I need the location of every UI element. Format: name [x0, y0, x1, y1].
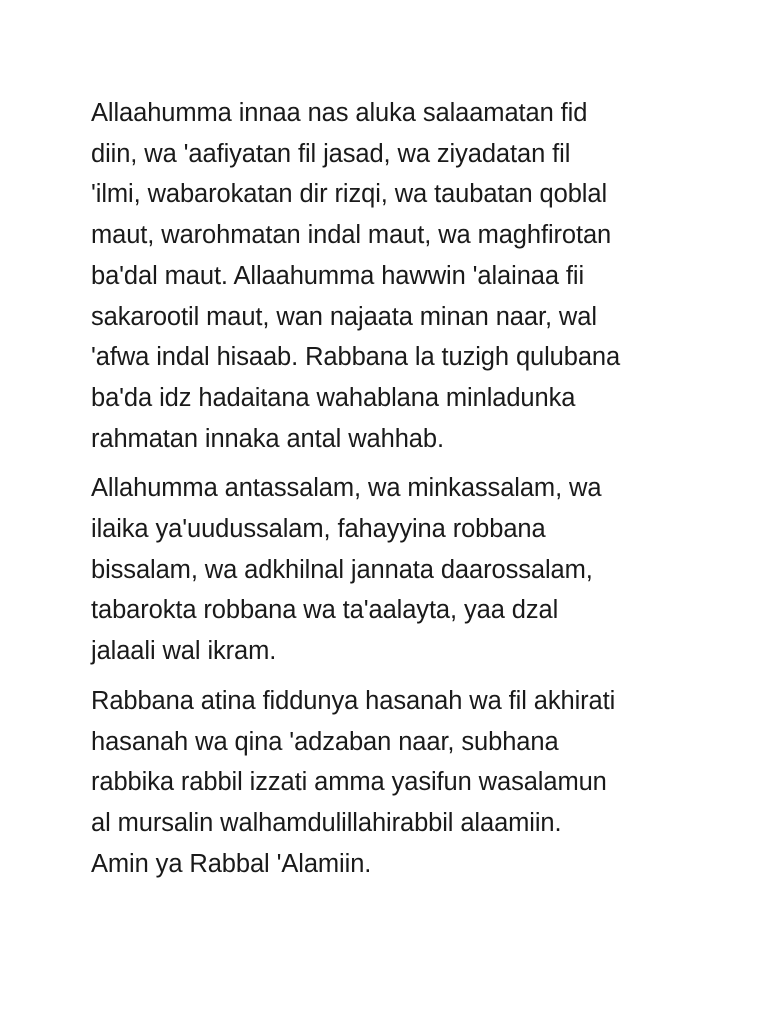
text-line: hasanah wa qina 'adzaban naar, subhana [91, 727, 559, 756]
text-line: ilaika ya'uudussalam, fahayyina robbana [91, 515, 546, 544]
text-line: ba'dal maut. Allaahumma hawwin 'alainaa fii [91, 261, 585, 290]
document-body [91, 93, 691, 893]
text-line: jalaali wal ikram. [91, 637, 277, 666]
text-line: Allahumma antassalam, wa minkassalam, wa [91, 474, 602, 503]
text-line: al mursalin walhamdulillahirabbil alaamiin. [91, 808, 562, 837]
text-line: Allaahumma innaa nas aluka salaamatan fid [91, 99, 588, 127]
text-line: ba'da idz hadaitana wahablana minladunka [91, 383, 576, 412]
text-line: rabbika rabbil izzati amma yasifun wasalamun [91, 768, 607, 797]
text-line: tabarokta robbana wa ta'aalayta, yaa dzal [91, 596, 559, 625]
text-line: 'afwa indal hisaab. Rabbana la tuzigh qulubana [91, 343, 621, 372]
paragraph-1 [91, 93, 691, 459]
text-line: rahmatan innaka antal wahhab. [91, 424, 444, 453]
paragraph-3 [91, 681, 691, 885]
text-line: Rabbana atina fiddunya hasanah wa fil akhirati [91, 686, 616, 715]
text-line: sakarootil maut, wan najaata minan naar, wal [91, 302, 597, 331]
text-line: bissalam, wa adkhilnal jannata daarossalam, [91, 555, 593, 584]
paragraph-2 [91, 468, 691, 672]
text-line: Amin ya Rabbal 'Alamiin. [91, 849, 372, 878]
text-line: diin, wa 'aafiyatan fil jasad, wa ziyadatan fil [91, 139, 571, 168]
text-line: maut, warohmatan indal maut, wa maghfirotan [91, 221, 612, 250]
text-line: 'ilmi, wabarokatan dir rizqi, wa taubatan qoblal [91, 180, 608, 209]
